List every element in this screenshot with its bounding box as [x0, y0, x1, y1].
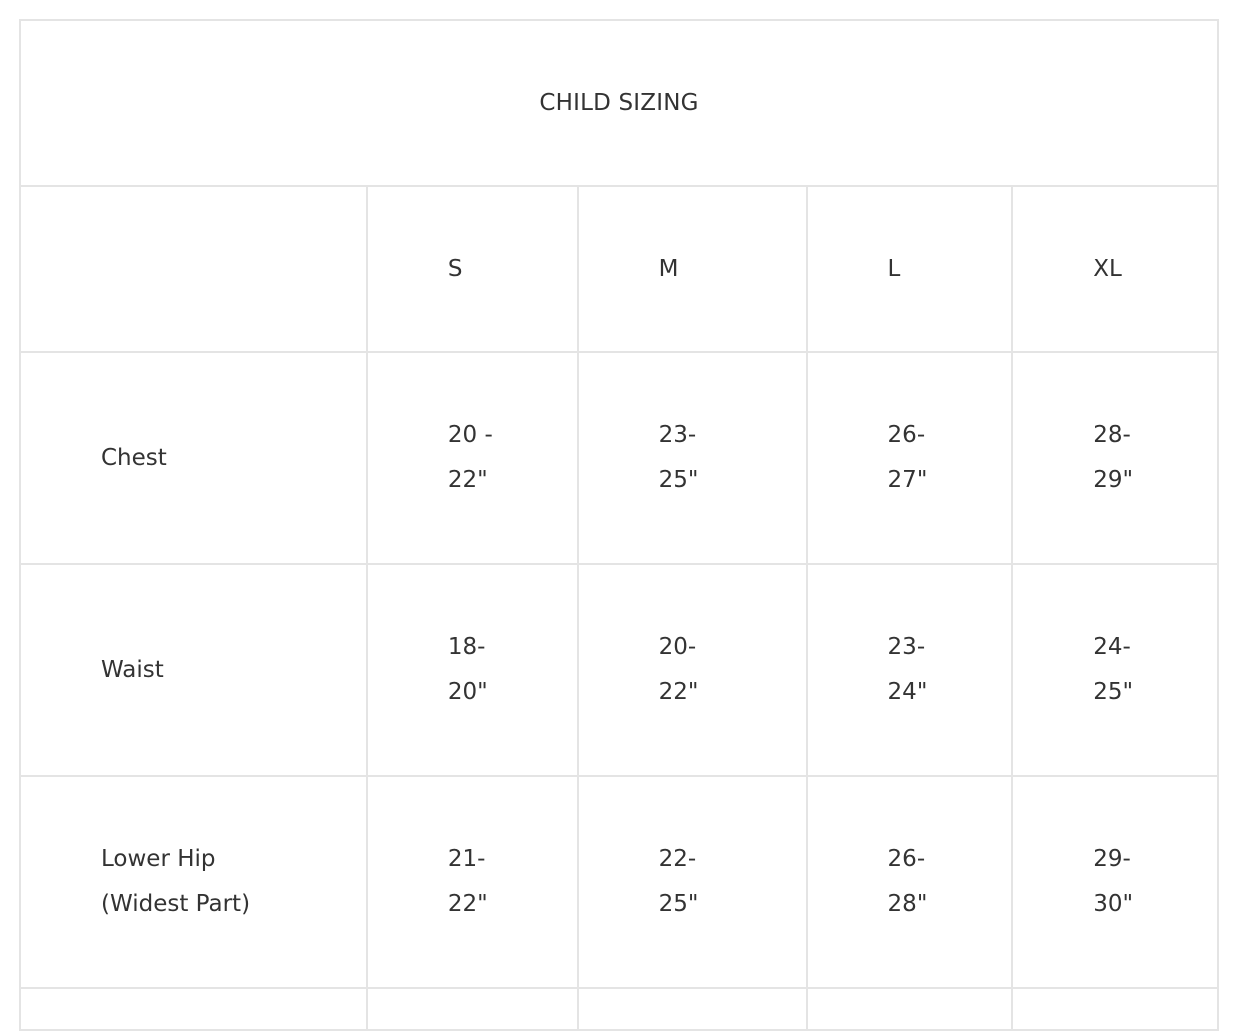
cell-line: 25"	[658, 891, 699, 917]
partial-cell	[1012, 988, 1218, 1030]
cell-waist-xl	[1012, 564, 1218, 776]
cell-chest-s	[367, 352, 578, 564]
row-label-text: Chest	[101, 444, 167, 471]
header-cell-m: M	[578, 186, 807, 352]
cell-line: 21-	[447, 846, 486, 872]
cell-line: 26-	[887, 422, 926, 448]
table-row-partial	[20, 988, 1218, 1030]
cell-lower-hip-l	[807, 776, 1013, 988]
cell-chest-l	[807, 352, 1013, 564]
partial-cell	[20, 988, 367, 1030]
cell-line: 28-	[1093, 422, 1131, 448]
cell-line: 24-	[1093, 634, 1131, 660]
cell-waist-l	[807, 564, 1013, 776]
cell-chest-xl	[1012, 352, 1218, 564]
cell-line: 30"	[1093, 891, 1134, 917]
header-cell-empty	[20, 186, 367, 352]
cell-line: 27"	[887, 467, 928, 493]
cell-waist-m	[578, 564, 807, 776]
partial-cell	[807, 988, 1013, 1030]
cell-waist-s	[367, 564, 578, 776]
row-label-text: (Widest Part)	[101, 891, 251, 917]
cell-line: 22"	[447, 467, 488, 493]
row-label-text: Waist	[101, 656, 164, 683]
cell-line: 22-	[658, 846, 697, 872]
cell-line: 25"	[1093, 679, 1134, 705]
size-header-row	[20, 186, 1218, 352]
cell-lower-hip-m	[578, 776, 807, 988]
child-sizing-table	[19, 19, 1219, 1031]
table-row-lower-hip	[20, 776, 1218, 988]
cell-line: 18-	[447, 634, 486, 660]
cell-line: 29-	[1093, 846, 1131, 872]
cell-line: 20-	[658, 634, 697, 660]
table-title: CHILD SIZING	[20, 20, 1218, 186]
cell-line: 22"	[447, 891, 488, 917]
cell-line: 25"	[658, 467, 699, 493]
row-label-chest	[20, 352, 367, 564]
cell-line: 24"	[887, 679, 928, 705]
header-cell-l: L	[807, 186, 1013, 352]
cell-line: 26-	[887, 846, 926, 872]
row-label-lower-hip	[20, 776, 367, 988]
row-label-waist	[20, 564, 367, 776]
cell-line: 20 -	[447, 422, 493, 448]
cell-line: 23-	[887, 634, 926, 660]
header-cell-xl: XL	[1012, 186, 1218, 352]
cell-chest-m	[578, 352, 807, 564]
title-row	[20, 20, 1218, 186]
partial-cell	[578, 988, 807, 1030]
cell-line: 22"	[658, 679, 699, 705]
cell-line: 28"	[887, 891, 928, 917]
row-label-text: Lower Hip	[101, 846, 216, 872]
cell-line: 23-	[658, 422, 697, 448]
table-row-waist	[20, 564, 1218, 776]
cell-lower-hip-xl	[1012, 776, 1218, 988]
header-cell-s: S	[367, 186, 578, 352]
cell-lower-hip-s	[367, 776, 578, 988]
table-row-chest	[20, 352, 1218, 564]
partial-cell	[367, 988, 578, 1030]
cell-line: 20"	[447, 679, 488, 705]
cell-line: 29"	[1093, 467, 1134, 493]
